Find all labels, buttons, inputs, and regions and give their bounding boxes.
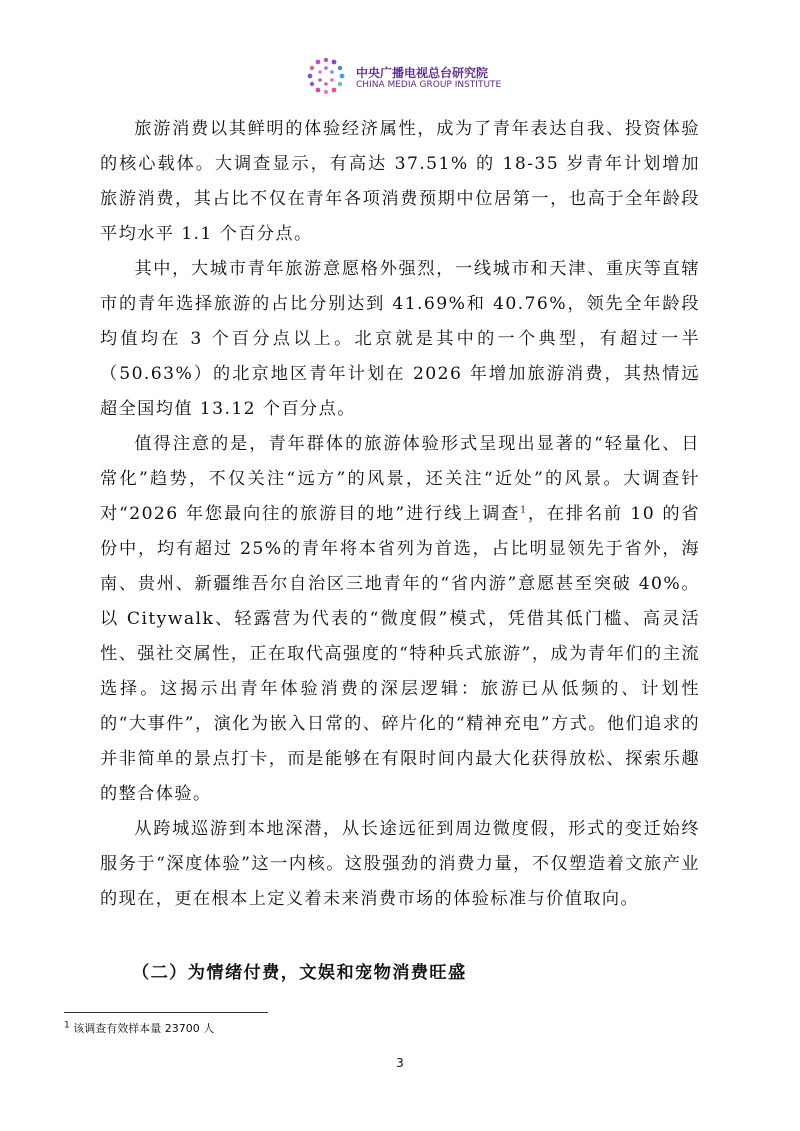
section-heading: （二）为情绪付费，文娱和宠物消费旺盛 bbox=[132, 963, 467, 983]
page-number: 3 bbox=[396, 1056, 404, 1070]
paragraph-1: 旅游消费以其鲜明的体验经济属性，成为了青年表达自我、投资体验的核心载体。大调查显示，有高达 37.51% 的 18-35 岁青年计划增加旅游消费，其占比不仅在青年各项消费预期中位居第一，也高于全年龄段平均水平 1.1 个百分点。 bbox=[100, 119, 700, 244]
paragraph-4: 从跨城巡游到本地深潜，从长途远征到周边微度假，形式的变迁始终服务于“深度体验”这一内核。这股强劲的消费力量，不仅塑造着文旅产业的现在，更在根本上定义着未来消费市场的体验标准与价值取向。 bbox=[100, 819, 700, 909]
brand-name-en: CHINA MEDIA GROUP INSTITUTE bbox=[356, 80, 502, 90]
paragraph-3 bbox=[100, 427, 700, 812]
footnote-reference[interactable]: 1 bbox=[520, 505, 528, 516]
footnote-divider bbox=[64, 1012, 268, 1013]
footnote-text: 该调查有效样本量 23700 人 bbox=[73, 1022, 215, 1035]
footnote bbox=[64, 1020, 214, 1036]
footnote-marker: 1 bbox=[64, 1020, 70, 1031]
paragraph-2: 其中，大城市青年旅游意愿格外强烈，一线城市和天津、重庆等直辖市的青年选择旅游的占比分别达到 41.69%和 40.76%，领先全年龄段均值均在 3 个百分点以上。北京就是其中的一个典型，有超过一半（50.63%）的北京地区青年计划在 2026 年增加旅游消费，其热情远超全国均值 13.12 个百分点。 bbox=[100, 259, 700, 419]
body-text bbox=[100, 112, 700, 917]
brand-name-cn: 中央广播电视总台研究院 bbox=[356, 66, 489, 80]
page-header bbox=[300, 52, 540, 100]
paragraph-3-part-1: 值得注意的是，青年群体的旅游体验形式呈现出显著的“轻量化、日常化”趋势，不仅关注“远方”的风景，还关注“近处”的风景。大调查针对“2026 年您最向往的旅游目的地”进行线上调查 bbox=[100, 434, 700, 524]
paragraph-3-part-2: ，在排名前 10 的省份中，均有超过 25%的青年将本省列为首选，占比明显领先于省外，海南、贵州、新疆维吾尔自治区三地青年的“省内游”意愿甚至突破 40%。以 Citywalk、轻露营为代表的“微度假”模式，凭借其低门槛、高灵活性、强社交属性，正在取代高强度的“特种兵式旅游”，成为青年们的主流选择。这揭示出青年体验消费的深层逻辑：旅游已从低频的、计划性的“大事件”，演化为嵌入日常的、碎片化的“精神充电”方式。他们追求的并非简单的景点打卡，而是能够在有限时间内最大化获得放松、探索乐趣的整合体验。 bbox=[100, 504, 700, 804]
cmg-institute-logo-icon bbox=[300, 52, 352, 100]
